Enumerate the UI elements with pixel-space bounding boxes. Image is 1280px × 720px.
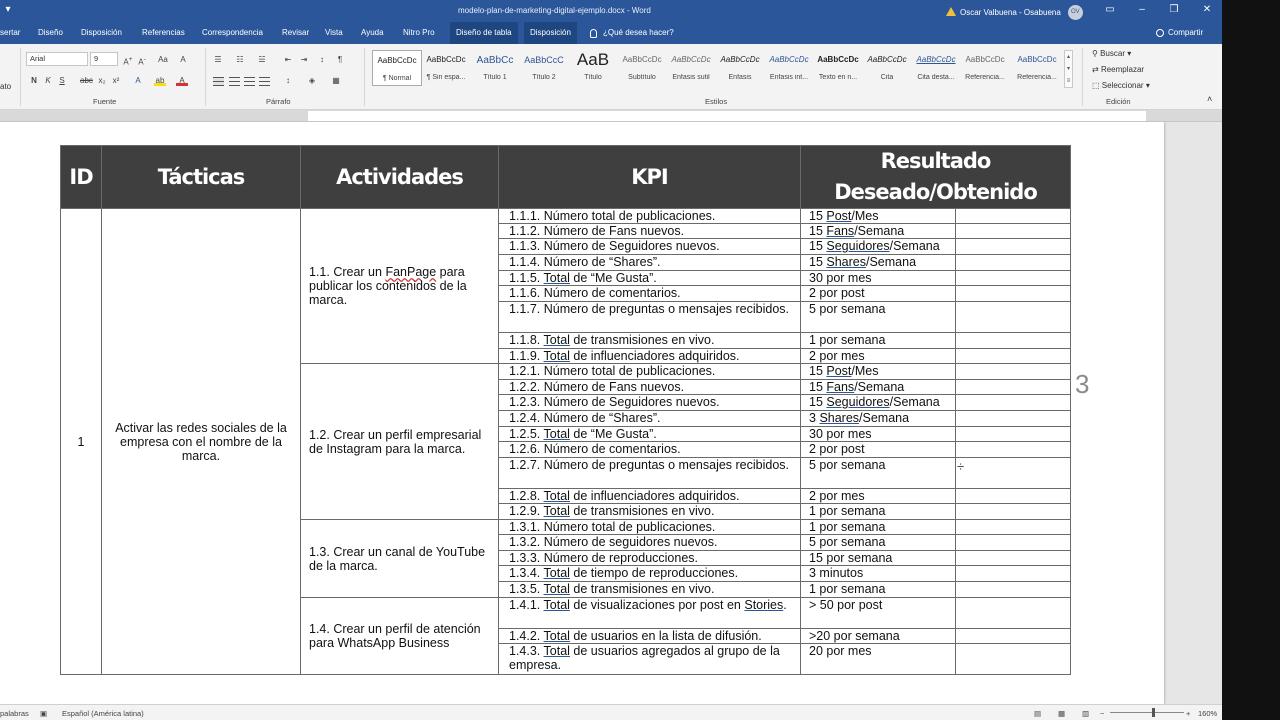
grammar-flag: Seguidores [826,239,890,253]
cell-kpi[interactable]: 1.1.5. Total de “Me Gusta”. [499,271,801,286]
cell-kpi[interactable]: 1.1.8. Total de transmisiones en vivo. [499,333,801,349]
font-group-label: Fuente [93,97,117,106]
multilevel-list-icon[interactable]: ☱ [258,55,266,64]
grammar-flag: Total [543,271,570,285]
ribbon-options-button[interactable]: ▭ [1105,4,1115,15]
zoom-slider[interactable] [1110,712,1184,713]
style-subtle-emphasis[interactable] [666,50,716,86]
cell-desired[interactable]: 1 por semana [801,582,956,598]
cell-activity[interactable]: 1.4. Crear un perfil de atención para WhatsApp Business [301,598,499,675]
select-label: Seleccionar [1101,81,1144,90]
shrink-font-icon[interactable]: A- [138,56,146,67]
font-name-combo[interactable]: Arial [26,52,88,66]
cell-desired[interactable]: 30 por mes [801,271,956,286]
style-normal[interactable] [372,50,422,86]
cell-activity[interactable]: 1.3. Crear un canal de YouTube de la marca. [301,520,499,598]
cell-desired[interactable]: 15 Shares/Semana [801,255,956,271]
borders-icon[interactable]: ▦ [332,76,340,85]
cell-obtained[interactable] [956,442,1071,458]
misspelled-word: FanPage [385,265,437,279]
cell-obtained[interactable] [956,224,1071,239]
share-label: Compartir [1168,28,1204,37]
cell-desired[interactable]: 2 por post [801,286,956,302]
tab-disposicion-tabla[interactable]: Disposición [524,22,577,44]
header-result: Resultado Deseado/Obtenido [801,146,1071,209]
cell-obtained[interactable] [956,209,1071,224]
cell-kpi[interactable]: 1.4.3. Total de usuarios agregados al grupo de la empresa. [499,644,801,675]
change-case-icon[interactable]: Aa [158,55,168,64]
table-row [61,209,1071,224]
style-name: ¶ Sin espa... [426,74,466,81]
cell-obtained[interactable] [956,489,1071,504]
cell-desired[interactable]: 15 Fans/Semana [801,380,956,395]
tab-vista[interactable]: Vista [325,28,343,37]
cell-desired[interactable]: 5 por semana [801,302,956,333]
style-name: Énfasis int... [769,74,809,81]
style-name: Énfasis sutil [672,74,710,81]
clipboard-stub-label: ato [0,82,12,91]
editing-group-label: Edición [1106,97,1131,106]
find-label: Buscar [1100,49,1125,58]
style-title[interactable] [568,50,618,86]
grammar-flag: Fans [826,380,855,394]
cell-obtained[interactable] [956,535,1071,551]
cell-obtained[interactable] [956,349,1071,364]
cell-kpi[interactable]: 1.2.5. Total de “Me Gusta”. [499,427,801,442]
tell-me-label: ¿Qué desea hacer? [603,28,674,37]
strikethrough-icon[interactable]: abc [80,76,93,85]
grammar-flag: Shares [826,255,866,269]
clear-format-icon[interactable]: A [180,55,186,64]
styles-gallery-scroll[interactable]: ▴ ▾ ≡ [1064,50,1073,88]
zoom-out-icon[interactable]: − [1100,709,1105,718]
style-preview: AaBbCcDc [1017,55,1057,64]
tab-diseno-de-tabla[interactable]: Diseño de tabla [450,22,518,44]
show-marks-icon[interactable]: ¶ [337,55,343,64]
user-account[interactable] [946,5,1083,20]
zoom-in-icon[interactable]: + [1186,709,1191,718]
grammar-flag: Total [543,349,570,363]
cell-desired[interactable]: 5 por semana [801,535,956,551]
cell-obtained[interactable] [956,411,1071,427]
video-strip [1222,0,1280,720]
cell-kpi[interactable]: 1.1.3. Número de Seguidores nuevos. [499,239,801,255]
cell-kpi[interactable]: 1.2.6. Número de comentarios. [499,442,801,458]
group-separator [1082,48,1083,106]
horizontal-ruler[interactable] [0,110,1222,122]
cell-kpi[interactable]: 1.1.9. Total de influenciadores adquiridos. [499,349,801,364]
style-subtle-reference[interactable] [960,50,1010,86]
line-spacing-icon[interactable]: ↕ [286,76,290,85]
quick-access-icon[interactable]: ▾ [5,4,11,15]
print-layout-icon[interactable]: ▦ [1058,709,1066,718]
cell-obtained[interactable] [956,644,1071,675]
cell-kpi[interactable]: 1.3.5. Total de transmisiones en vivo. [499,582,801,598]
cell-obtained[interactable] [956,504,1071,520]
style-subtitle[interactable] [617,50,667,86]
grammar-flag: Total [543,333,570,347]
zoom-slider-thumb[interactable] [1152,708,1155,717]
style-heading-2[interactable] [519,50,569,86]
lightbulb-icon [590,29,597,38]
cell-obtained[interactable] [956,629,1071,644]
tab-revisar[interactable]: Revisar [282,28,310,37]
table-resize-cursor-icon: ÷ [957,459,965,474]
style-preview: AaBbCcDc [377,56,417,65]
grammar-flag: Shares [819,411,860,425]
replace-button[interactable] [1092,65,1144,74]
style-intense-quote[interactable] [911,50,961,86]
cell-kpi[interactable]: 1.3.1. Número total de publicaciones. [499,520,801,535]
highlight-icon[interactable]: ab [155,76,165,85]
cell-desired[interactable]: 15 Seguidores/Semana [801,239,956,255]
cell-kpi[interactable]: 1.2.9. Total de transmisiones en vivo. [499,504,801,520]
cell-activity[interactable]: 1.2. Crear un perfil empresarial de Instagram para la marca. [301,364,499,520]
page-number: 3 [1075,369,1090,399]
cell-obtained[interactable] [956,302,1071,333]
avatar: OV [1068,5,1083,20]
cell-obtained[interactable] [956,458,1071,489]
cell-kpi[interactable]: 1.1.7. Número de preguntas o mensajes recibidos. [499,302,801,333]
style-preview: AaBbCcDc [671,55,711,64]
grammar-flag: Total [543,566,570,580]
cell-desired[interactable]: 2 por mes [801,489,956,504]
cell-tactic[interactable]: Activar las redes sociales de la empresa con el nombre de la marca. [102,209,301,675]
style-name: Título 2 [532,74,556,81]
ribbon-tabs [0,22,1222,44]
paragraph-group-label: Párrafo [266,97,291,106]
style-name: Cita desta... [917,74,955,81]
tab-disposicion[interactable]: Disposición [81,28,122,37]
cell-kpi[interactable]: 1.4.2. Total de usuarios en la lista de difusión. [499,629,801,644]
cell-id[interactable]: 1 [61,209,102,675]
style-name: Título 1 [483,74,507,81]
language-indicator[interactable]: Español (América latina) [62,709,144,718]
user-name: Oscar Valbuena - Osabuena [960,8,1061,17]
bullets-icon[interactable]: ☰ [214,55,222,64]
group-separator [205,48,206,106]
grammar-flag: Post [826,364,852,378]
restore-button[interactable]: ❐ [1169,4,1179,15]
header-id: ID [61,146,102,209]
grammar-flag: Total [543,598,570,612]
grammar-flag: Seguidores [826,395,890,409]
increase-indent-icon[interactable]: ⇥ [300,55,308,64]
align-center-icon[interactable] [229,77,240,86]
style-heading-1[interactable] [470,50,520,86]
web-layout-icon[interactable]: ▥ [1082,709,1090,718]
replace-label: Reemplazar [1100,65,1145,74]
cell-kpi[interactable]: 1.2.2. Número de Fans nuevos. [499,380,801,395]
style-intense-reference[interactable] [1012,50,1062,86]
cell-obtained[interactable] [956,333,1071,349]
find-button[interactable]: ⚲ Buscar ▾ [1092,49,1132,58]
cell-desired[interactable]: 20 por mes [801,644,956,675]
style-preview: AaBbCcDc [867,55,907,64]
document-page [0,122,1164,704]
warning-icon [946,7,956,16]
tab-diseno[interactable]: Diseño [38,28,63,37]
shading-icon[interactable]: ◈ [308,76,316,85]
cell-desired[interactable]: 3 minutos [801,566,956,582]
align-left-icon[interactable] [213,77,224,86]
cell-desired[interactable]: > 50 por post [801,598,956,629]
replace-icon: ⇄ [1092,65,1099,74]
tab-referencias[interactable]: Referencias [142,28,185,37]
kpi-table [60,145,1071,675]
cell-obtained[interactable] [956,427,1071,442]
minimize-button[interactable]: – [1139,4,1145,15]
style-preview: AaBbCcDc [622,55,662,64]
cell-obtained[interactable] [956,520,1071,535]
person-icon [1156,29,1164,37]
decrease-indent-icon[interactable]: ⇤ [284,55,292,64]
grammar-flag: Total [543,644,570,658]
cell-kpi[interactable]: 1.1.4. Número de “Shares”. [499,255,801,271]
grammar-flag: Fans [826,224,855,238]
style-preview: AaBbCcC [524,55,564,65]
cell-kpi[interactable]: 1.2.1. Número total de publicaciones. [499,364,801,380]
cell-kpi[interactable]: 1.2.4. Número de “Shares”. [499,411,801,427]
font-color-icon[interactable]: A [176,75,188,86]
cell-obtained[interactable] [956,582,1071,598]
style-emphasis[interactable] [715,50,765,86]
select-button[interactable]: ⬚ Seleccionar ▾ [1092,81,1150,90]
cell-kpi[interactable]: 1.2.3. Número de Seguidores nuevos. [499,395,801,411]
cell-desired[interactable]: 2 por mes [801,349,956,364]
cell-activity[interactable]: 1.1. Crear un FanPage para publicar los contenidos de la marca. [301,209,499,364]
italic-icon[interactable]: K [45,76,51,85]
word-count[interactable]: palabras [0,709,29,718]
header-tactics: Tácticas [102,146,301,209]
sort-icon[interactable]: ↕ [320,55,324,64]
read-mode-icon[interactable]: ▤ [1034,709,1042,718]
cell-kpi[interactable]: 1.3.2. Número de seguidores nuevos. [499,535,801,551]
cell-desired[interactable]: 1 por semana [801,504,956,520]
grow-font-icon[interactable]: A+ [123,56,133,67]
cell-kpi[interactable]: 1.1.1. Número total de publicaciones. [499,209,801,224]
grammar-flag: Total [543,427,570,441]
justify-icon[interactable] [259,77,270,86]
style-preview: AaBbCcDc [817,55,859,64]
grammar-flag: Post [826,209,852,223]
cell-kpi[interactable]: 1.2.7. Número de preguntas o mensajes recibidos. [499,458,801,489]
style-preview: AaBbCcDc [965,55,1005,64]
style-preview: AaBbCcDc [720,55,760,64]
cell-obtained[interactable] [956,239,1071,255]
style-quote[interactable] [862,50,912,86]
style-name: Cita [880,74,894,81]
tab-nitro-pro[interactable]: Nitro Pro [403,28,435,37]
cell-obtained[interactable] [956,380,1071,395]
styles-group-label: Estilos [705,97,728,106]
style-strong[interactable] [813,50,863,86]
numbering-icon[interactable]: ☷ [236,55,244,64]
cell-desired[interactable]: 3 Shares/Semana [801,411,956,427]
style-name: ¶ Normal [382,75,412,82]
style-preview: AaBbCcDc [426,55,466,64]
grammar-flag: Total [543,629,570,643]
superscript-icon[interactable]: x² [112,76,120,85]
cell-obtained[interactable] [956,255,1071,271]
style-name: Referencia... [965,74,1005,81]
style-no-spacing[interactable] [421,50,471,86]
tab-insertar[interactable]: sertar [0,28,21,37]
style-name: Énfasis [728,74,752,81]
status-bar [0,704,1222,720]
cell-desired[interactable]: 15 por semana [801,551,956,566]
header-kpi: KPI [499,146,801,209]
cell-desired[interactable]: 15 Post/Mes [801,364,956,380]
cell-desired[interactable]: 15 Seguidores/Semana [801,395,956,411]
window-title: modelo-plan-de-marketing-digital-ejemplo.docx - Word [458,6,651,15]
grammar-flag: Total [543,504,570,518]
cell-desired[interactable]: 15 Post/Mes [801,209,956,224]
cell-kpi[interactable]: 1.2.8. Total de influenciadores adquiridos. [499,489,801,504]
cell-obtained[interactable] [956,598,1071,629]
underline-icon[interactable]: S [59,76,65,85]
ribbon [0,44,1222,110]
cell-desired[interactable]: >20 por semana [801,629,956,644]
grammar-flag: Total [543,582,570,596]
cell-desired[interactable]: 1 por semana [801,520,956,535]
cell-kpi[interactable]: 1.3.3. Número de reproducciones. [499,551,801,566]
style-name: Referencia... [1017,74,1057,81]
group-separator [364,48,365,106]
tab-correspondencia[interactable]: Correspondencia [202,28,263,37]
text-effects-icon[interactable]: A [135,76,141,85]
grammar-flag: Stories [744,598,784,612]
bold-icon[interactable]: N [31,76,37,85]
style-name: Texto en n... [818,74,858,81]
tab-ayuda[interactable]: Ayuda [361,28,384,37]
cell-desired[interactable]: 15 Fans/Semana [801,224,956,239]
cell-desired[interactable]: 2 por post [801,442,956,458]
cell-obtained[interactable] [956,395,1071,411]
group-separator [20,48,21,106]
style-name: Subtítulo [628,74,656,81]
style-preview: AaBbCcDc [769,55,809,64]
style-preview: AaB [576,50,610,69]
table-header-row [61,146,1071,209]
tell-me-search[interactable] [590,22,674,44]
cell-kpi[interactable]: 1.1.6. Número de comentarios. [499,286,801,302]
share-button[interactable] [1156,22,1203,44]
cell-obtained[interactable] [956,271,1071,286]
cell-desired[interactable]: 1 por semana [801,333,956,349]
cell-obtained[interactable] [956,286,1071,302]
zoom-level[interactable]: 160% [1198,709,1218,718]
cell-kpi[interactable]: 1.3.4. Total de tiempo de reproducciones. [499,566,801,582]
ruler-active-area [308,111,1146,121]
subscript-icon[interactable]: x₂ [98,76,106,85]
align-right-icon[interactable] [244,77,255,86]
cell-kpi[interactable]: 1.1.2. Número de Fans nuevos. [499,224,801,239]
style-preview: AaBbCc [476,55,514,66]
search-icon: ⚲ [1092,49,1098,58]
title-bar [0,0,1222,22]
style-intense-emphasis[interactable] [764,50,814,86]
font-size-combo[interactable]: 9 [90,52,118,66]
style-preview: AaBbCcDc [916,55,956,64]
cell-obtained[interactable] [956,364,1071,380]
style-name: Título [584,74,602,81]
select-icon: ⬚ [1092,81,1100,90]
grammar-flag: Total [543,489,570,503]
cell-desired[interactable]: 5 por semana [801,458,956,489]
cell-desired[interactable]: 30 por mes [801,427,956,442]
close-button[interactable]: ✕ [1202,4,1212,15]
document-area [0,122,1222,704]
proofing-icon[interactable]: ▣ [40,709,48,718]
collapse-ribbon-icon[interactable]: ˄ [1207,94,1213,104]
cell-obtained[interactable] [956,566,1071,582]
header-activities: Actividades [301,146,499,209]
cell-obtained[interactable] [956,551,1071,566]
cell-kpi[interactable]: 1.4.1. Total de visualizaciones por post en Stories. [499,598,801,629]
